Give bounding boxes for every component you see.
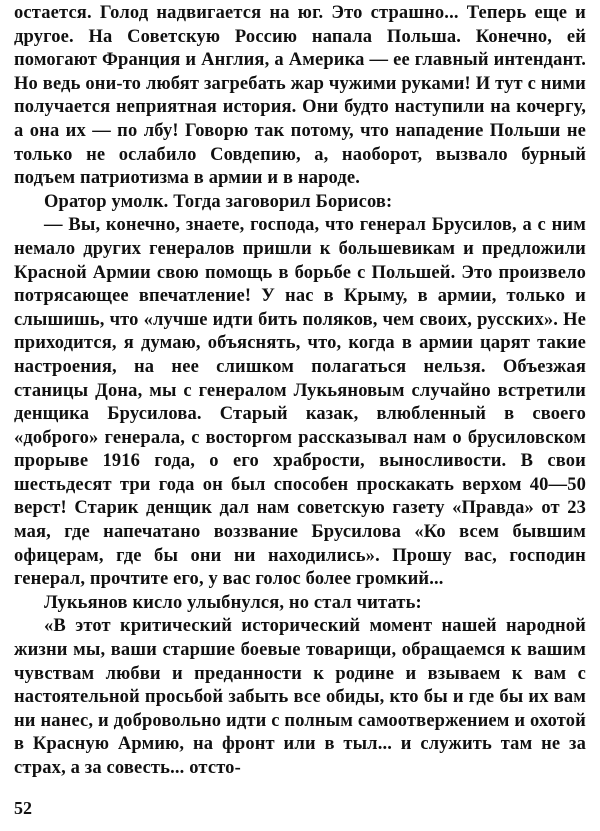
page-number: 52 bbox=[14, 798, 32, 818]
page-body bbox=[14, 2, 586, 781]
paragraph-1: остается. Голод надвигается на юг. Это страшно... Теперь еще и другое. На Советскую Россию напала Польша. Конечно, ей помогают Франция и Англия, а Америка — ее главный интендант. Но ведь они-то любят загребать жар чужими руками! И тут с ними получается неприятная история. Они будто наступили на кочергу, а она их — по лбу! Говорю так потому, что нападение Польши не только не ослабило Совдепию, а, наоборот, вызвало бурный подъем патриотизма в армии и в народе. bbox=[14, 3, 586, 189]
paragraph-4: Лукьянов кисло улыбнулся, но стал читать: bbox=[44, 592, 422, 613]
paragraph-3: — Вы, конечно, знаете, господа, что генерал Брусилов, а с ним немало других генералов пришли к большевикам и предложили Красной Армии свою помощь в борьбе с Польшей. Это произвело потрясающее впечатление! У нас в Крыму, в армии, только и слышишь, что «лучше идти бить поляков, чем своих, русских». Не приходится, я думаю, объяснять, что, когда в армии царят такие настроения, на нее слишком полагаться нельзя. Объезжая станицы Дона, мы с генералом Лукьяновым случайно встретили денщика Брусилова. Старый казак, влюбленный в своего «доброго» генерала, с восторгом рассказывал нам о брусиловском прорыве 1916 года, о его храбрости, выносливости. В свои шестьдесят три года он был способен проскакать верхом 40—50 верст! Старик денщик дал нам советскую газету «Правда» от 23 мая, где напечатано воззвание Брусилова «Ко всем бывшим офицерам, где бы они ни находились». Прошу вас, господин генерал, прочтите его, у вас голос более громкий... bbox=[14, 215, 586, 590]
paragraph-2: Оратор умолк. Тогда заговорил Борисов: bbox=[44, 191, 393, 212]
paragraph-5: «В этот критический исторический момент нашей народной жизни мы, ваши старшие боевые товарищи, обращаемся к вашим чувствам любви и преданности к родине и взываем к вам с настоятельной просьбой забыть все обиды, кто бы и где бы их вам ни нанес, и добровольно идти с полным самоотвержением и охотой в Красную Армию, на фронт или в тыл... и служить там не за страх, а за совесть... отсто- bbox=[14, 616, 586, 778]
